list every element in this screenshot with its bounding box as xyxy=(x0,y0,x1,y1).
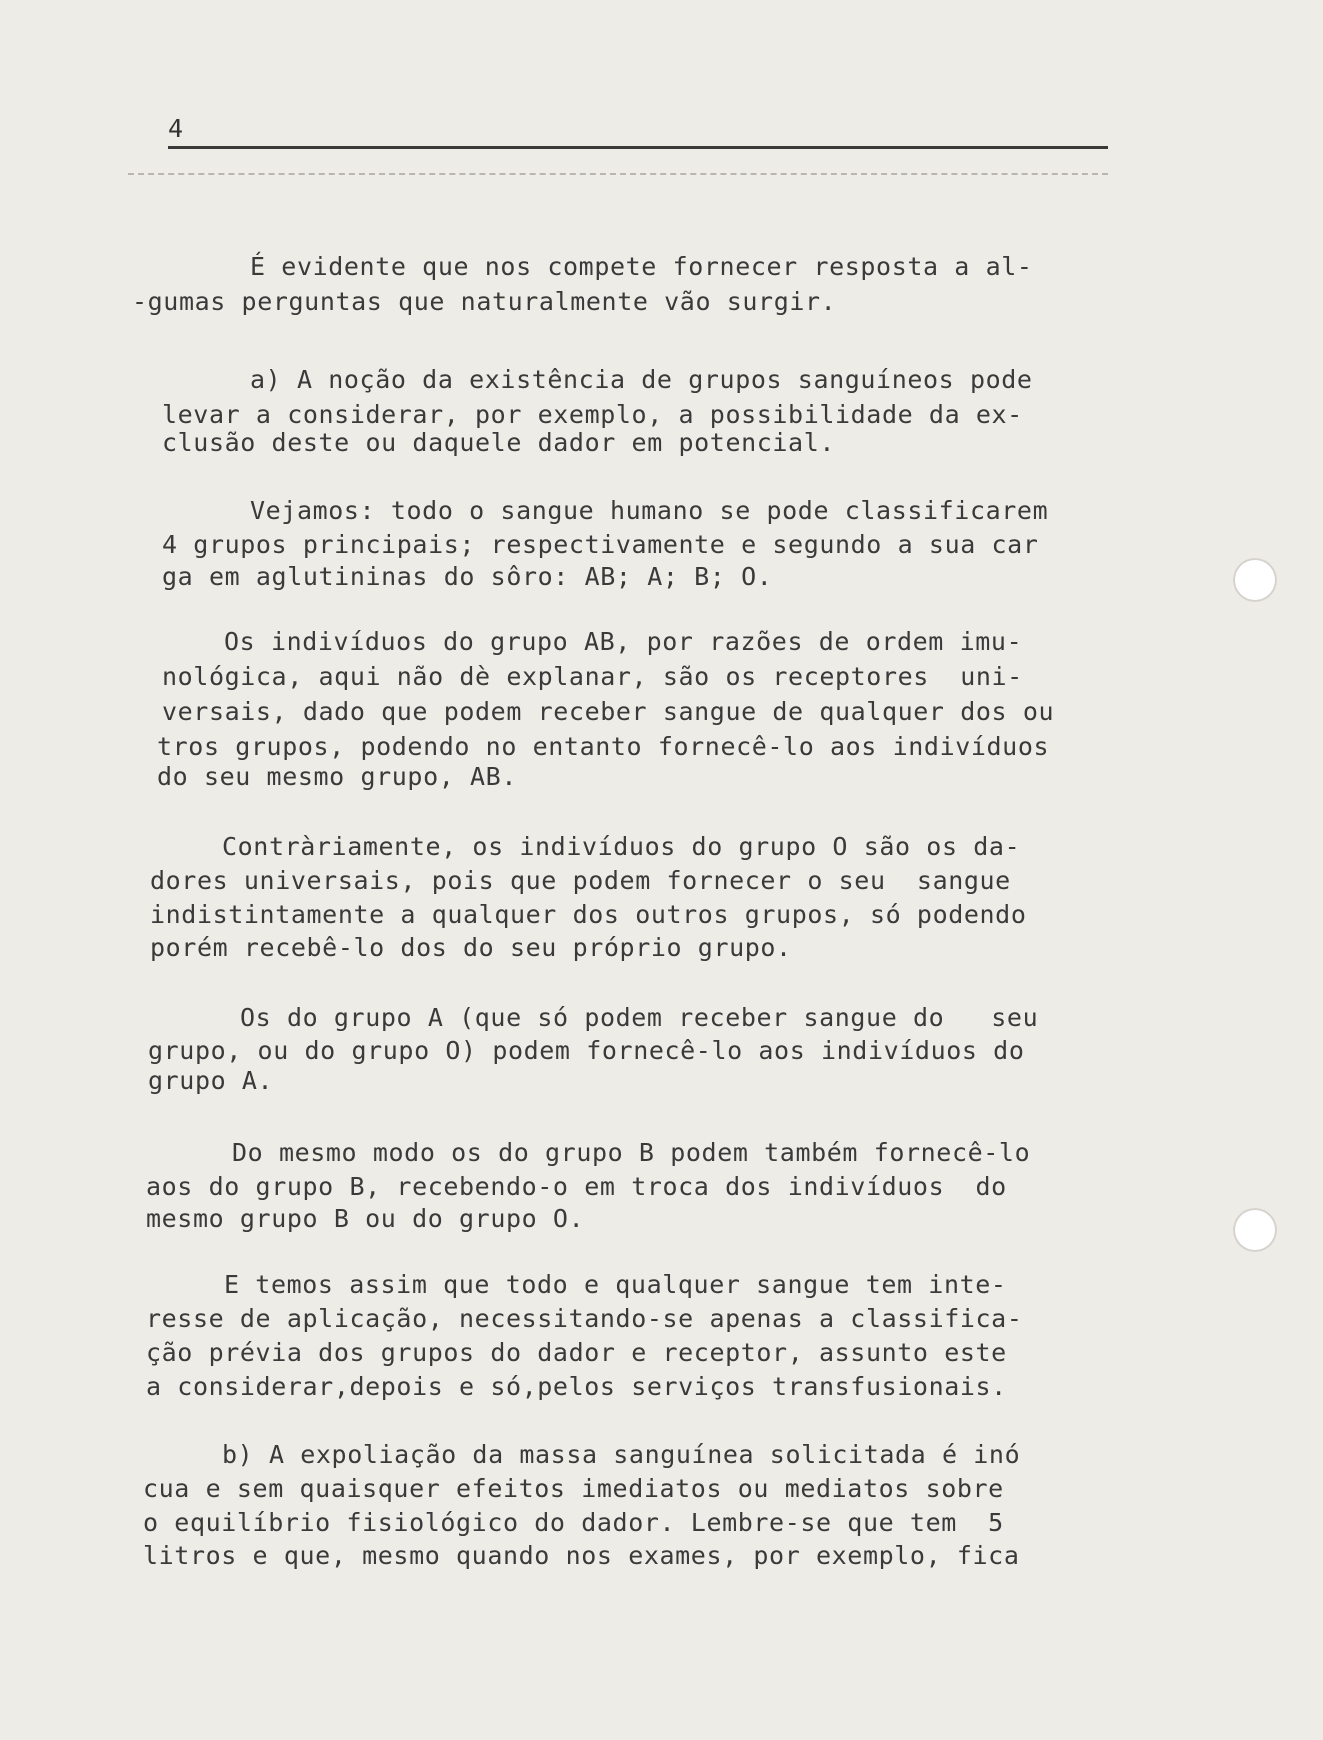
punch-hole xyxy=(1233,558,1277,602)
text-line: dores universais, pois que podem fornecer o seu sangue xyxy=(150,866,1011,895)
header-rule-faint xyxy=(128,173,1108,175)
text-line: Os indivíduos do grupo AB, por razões de ordem imu- xyxy=(224,627,1023,656)
text-line: Contràriamente, os indivíduos do grupo O são os da- xyxy=(222,832,1021,861)
text-line: aos do grupo B, recebendo-o em troca dos indivíduos do xyxy=(146,1172,1007,1201)
text-line: mesmo grupo B ou do grupo O. xyxy=(146,1204,585,1233)
text-line: Do mesmo modo os do grupo B podem também fornecê-lo xyxy=(232,1138,1031,1167)
text-line: cua e sem quaisquer efeitos imediatos ou mediatos sobre xyxy=(143,1474,1004,1503)
text-line: do seu mesmo grupo, AB. xyxy=(157,762,517,791)
text-line: b) A expoliação da massa sanguínea solicitada é inó xyxy=(222,1440,1021,1469)
text-line: grupo A. xyxy=(148,1066,274,1095)
text-line: resse de aplicação, necessitando-se apenas a classifica- xyxy=(146,1304,1023,1333)
text-line: ção prévia dos grupos do dador e receptor, assunto este xyxy=(146,1338,1007,1367)
text-line: porém recebê-lo dos do seu próprio grupo. xyxy=(150,933,792,962)
text-line: tros grupos, podendo no entanto fornecê-lo aos indivíduos xyxy=(157,732,1050,761)
text-line: Vejamos: todo o sangue humano se pode classificarem xyxy=(250,496,1049,525)
text-line: a considerar,depois e só,pelos serviços transfusionais. xyxy=(146,1372,1007,1401)
text-line: ga em aglutininas do sôro: AB; A; B; O. xyxy=(162,562,773,591)
text-line: 4 grupos principais; respectivamente e segundo a sua car xyxy=(162,530,1039,559)
text-line: grupo, ou do grupo O) podem fornecê-lo aos indivíduos do xyxy=(148,1036,1025,1065)
text-line: litros e que, mesmo quando nos exames, por exemplo, fica xyxy=(143,1541,1020,1570)
text-line: clusão deste ou daquele dador em potencial. xyxy=(162,428,836,457)
text-line: a) A noção da existência de grupos sanguíneos pode xyxy=(250,365,1033,394)
text-line: É evidente que nos compete fornecer resposta a al- xyxy=(250,252,1033,281)
text-line: E temos assim que todo e qualquer sangue tem inte- xyxy=(224,1270,1007,1299)
text-line: versais, dado que podem receber sangue de qualquer dos ou xyxy=(162,697,1055,726)
punch-hole xyxy=(1233,1208,1277,1252)
text-line: Os do grupo A (que só podem receber sangue do seu xyxy=(240,1003,1039,1032)
text-line: levar a considerar, por exemplo, a possibilidade da ex- xyxy=(162,400,1023,429)
text-line: o equilíbrio fisiológico do dador. Lembre-se que tem 5 xyxy=(143,1508,1004,1537)
header-rule xyxy=(168,146,1108,149)
text-line: nológica, aqui não dè explanar, são os receptores uni- xyxy=(162,662,1023,691)
text-line: -gumas perguntas que naturalmente vão surgir. xyxy=(132,287,837,316)
page-number: 4 xyxy=(168,114,184,143)
text-line: indistintamente a qualquer dos outros grupos, só podendo xyxy=(150,900,1027,929)
